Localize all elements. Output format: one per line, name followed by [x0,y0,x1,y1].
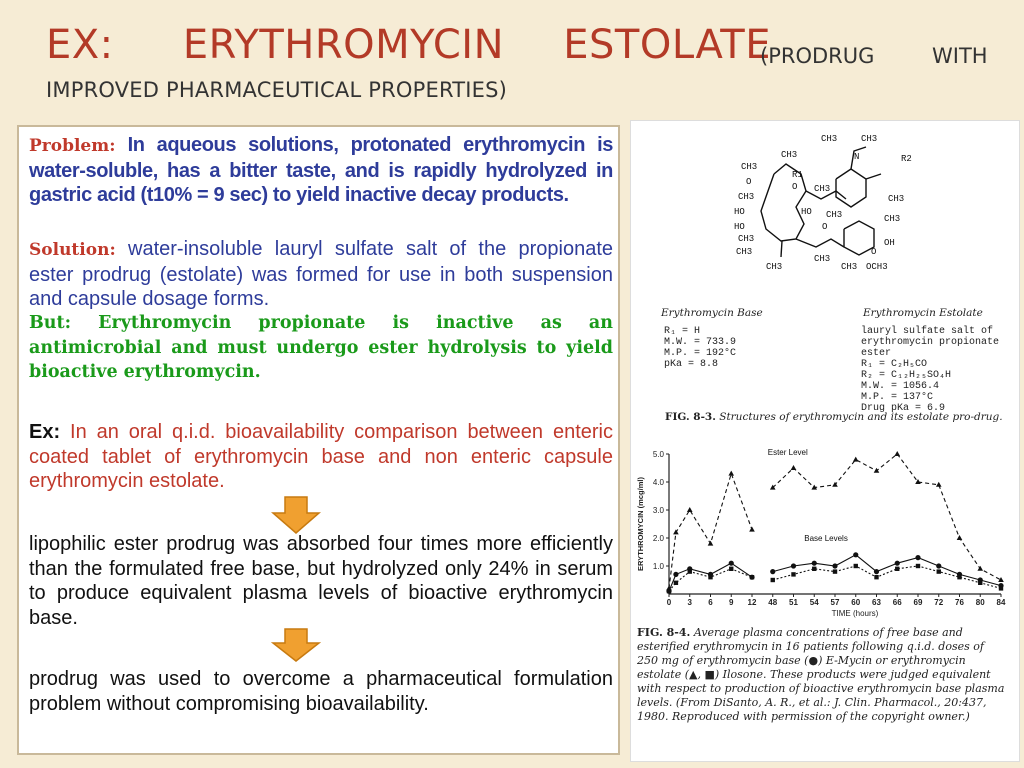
x-tick-label: 84 [996,598,1006,607]
estolate-r1: R₁ = C₂H₅CO [861,359,928,370]
atom-label: HO [734,222,745,232]
y-tick-label: 4.0 [652,478,664,487]
atom-label: CH3 [826,210,843,220]
atom-label: CH3 [766,262,783,272]
series-line [669,474,752,589]
title-with: WITH [932,44,988,68]
problem-label: Problem: [29,136,116,156]
estolate-line: lauryl sulfate salt of [861,326,994,337]
y-tick-label: 5.0 [652,450,664,459]
base-properties [664,326,736,370]
atom-label: CH3 [781,150,798,160]
absorption-paragraph: lipophilic ester prodrug was absorbed four times more efficiently than the formulated free base, but hydrolyzed only 24% in serum to produce equivalent plasma levels of bioactive erythromycin base. [29,533,613,629]
atom-label: CH3 [861,134,878,144]
data-point [687,507,693,512]
data-point [791,563,796,568]
down-arrow-icon [271,627,321,663]
estolate-line: ester [861,348,892,359]
figure-panel [630,120,1020,762]
annotation-base-levels: Base Levels [804,533,848,543]
solution-paragraph [29,237,613,312]
solution-text: propionate ester prodrug (estolate) was formed for use in both suspension and capsule dosage forms. [29,238,614,310]
data-point [832,563,837,568]
data-point [978,581,982,585]
atom-label: HO [801,207,812,217]
conclusion-paragraph: prodrug was used to overcome a pharmaceutical formulation problem without compromising bioavailability. [29,668,613,715]
data-point [895,567,899,571]
atom-label: CH3 [821,134,838,144]
data-point [771,578,775,582]
base-mp: M.P. = 192°C [664,348,737,359]
annotation-ester-level: Ester Level [767,447,808,457]
atom-label: N [854,152,860,162]
x-tick-label: 51 [789,598,798,607]
estolate-r2: R₂ = C₁₂H₂₅SO₄H [861,370,952,381]
x-tick-label: 0 [666,598,672,607]
example-label: Ex: [29,421,61,443]
data-point [674,581,678,585]
x-tick-label: 54 [809,598,819,607]
fig84-text: Average plasma concentrations of free base and esterified erythromycin in 16 patients following q.i.d. doses of 250 mg of erythromycin base (●) E-Mycin or erythromycin estolate (▲, ■) Ilosone. These products were judged equivalent with respect to production of bioactive erythromycin base plasma levels. (From DiSanto, A. R., et al.: J. Clin. Pharmacol., 20:437, 1980. Reproduced with permission of the copyright owner.) [637,626,1005,723]
atom-label: CH3 [738,234,755,244]
atom-label: CH3 [888,194,905,204]
data-point [915,555,920,560]
solution-first-line: water-insoluble lauryl sulfate salt of the [128,238,507,260]
data-point [999,586,1003,590]
data-point [854,564,858,568]
x-tick-label: 6 [708,598,713,607]
base-pka: pKa = 8.8 [664,359,719,370]
base-title: Erythromycin Base [661,307,763,319]
data-point [770,569,775,574]
data-point [791,465,797,470]
data-point [853,552,858,557]
data-point [812,561,817,566]
problem-paragraph [29,133,613,208]
y-axis-label: ERYTHROMYCIN (mcg/ml) [636,477,645,571]
x-axis-label: TIME (hours) [831,609,879,618]
x-tick-label: 80 [975,598,985,607]
problem-first-line: In aqueous solutions, protonated erythromycin [127,134,586,156]
data-point [667,589,671,593]
title-prodrug: (PRODRUG [760,44,875,68]
base-mw: M.W. = 733.9 [664,337,737,348]
atom-label: O [822,222,828,232]
fig83-text: Structures of erythromycin and its estolate pro-drug. [719,411,1003,423]
data-point [874,575,878,579]
data-point [936,563,941,568]
fig83-label: FIG. 8-3. [665,411,716,423]
x-tick-label: 12 [747,598,757,607]
data-point [895,561,900,566]
x-tick-label: 63 [872,598,881,607]
series-line [773,555,1001,586]
data-point [729,561,734,566]
data-point [728,471,734,476]
data-point [812,567,816,571]
data-point [832,482,838,487]
y-tick-label: 3.0 [652,506,664,515]
atom-label: R2 [901,154,912,164]
atom-label: OCH3 [866,262,888,272]
x-tick-label: 60 [851,598,861,607]
atom-label: HO [734,207,745,217]
estolate-mp: M.P. = 137°C [861,392,934,403]
data-point [791,572,795,576]
problem-text: is water-soluble, has a bitter taste, and is rapidly hydrolyzed in gastric acid (t10% = 9 sec) to yield inactive decay products. [29,134,613,206]
atom-label: O [792,182,798,192]
series-line [773,566,1001,588]
data-point [688,569,692,573]
y-tick-label: 1.0 [652,562,664,571]
data-point [916,564,920,568]
estolate-title: Erythromycin Estolate [863,307,983,319]
x-tick-label: 3 [687,598,692,607]
erythromycin-structure [726,129,986,279]
atom-label: CH3 [736,247,753,257]
x-tick-label: 69 [913,598,923,607]
data-point [894,451,900,456]
data-point [833,569,837,573]
atom-label: CH3 [814,184,831,194]
title-subtitle: IMPROVED PHARMACEUTICAL PROPERTIES) [46,78,508,102]
x-tick-label: 72 [934,598,944,607]
atom-label: CH3 [738,192,755,202]
data-point [936,482,942,487]
data-point [853,457,859,462]
data-point [937,569,941,573]
content-textbox [17,125,620,755]
example-paragraph [29,420,613,494]
series-line [773,454,1001,580]
title-estolate: ESTOLATE [563,22,771,68]
atom-label: O [871,247,877,257]
data-point [750,575,754,579]
x-tick-label: 48 [768,598,778,607]
title-drug: ERYTHROMYCIN [182,22,505,68]
plasma-level-chart [631,439,1019,619]
estolate-pka: Drug pKa = 6.9 [861,403,946,414]
but-paragraph: But: Erythromycin propionate is inactive as an antimicrobial and must undergo ester hydrolysis to yield bioactive erythromycin. [29,313,613,382]
estolate-mw: M.W. = 1056.4 [861,381,940,392]
atom-label: OH [884,238,895,248]
data-point [708,575,712,579]
data-point [749,527,755,532]
solution-label: Solution: [29,240,116,260]
example-text: In an oral q.i.d. bioavailability comparison between enteric coated tablet of erythromycin base and non enteric capsule erythromycin estolate. [29,421,613,492]
fig84-label: FIG. 8-4. [637,626,691,639]
x-tick-label: 66 [892,598,902,607]
data-point [673,572,678,577]
y-tick-label: 2.0 [652,534,664,543]
data-point [957,535,963,540]
estolate-line: erythromycin propionate [861,337,1000,348]
atom-label: CH3 [741,162,758,172]
atom-label: R1 [792,170,803,180]
title-ex: EX: [46,22,114,68]
x-tick-label: 76 [955,598,964,607]
atom-label: CH3 [884,214,901,224]
atom-label: CH3 [841,262,858,272]
down-arrow-icon [271,495,321,535]
data-point [874,569,879,574]
data-point [729,567,733,571]
x-tick-label: 9 [729,598,734,607]
data-point [957,575,961,579]
data-point [874,468,880,473]
estolate-properties [861,326,999,414]
fig83-caption [665,411,1010,424]
atom-label: O [746,177,752,187]
x-tick-label: 57 [830,598,840,607]
fig84-caption [637,626,1007,724]
base-r1: R₁ = H [664,326,701,337]
atom-label: CH3 [814,254,831,264]
